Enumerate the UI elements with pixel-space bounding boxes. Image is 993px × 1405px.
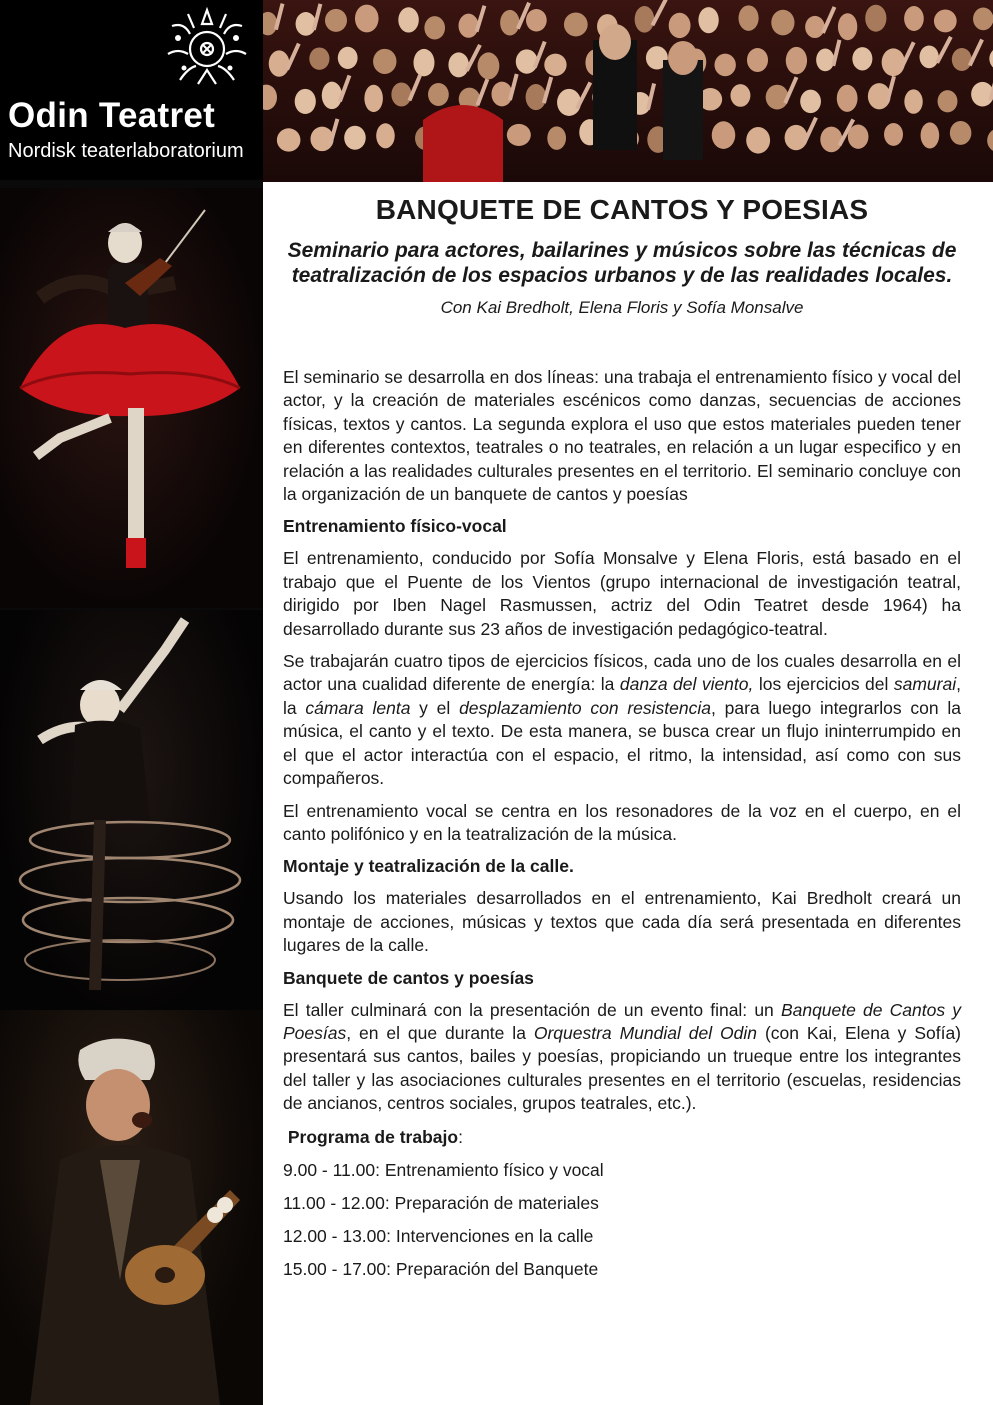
- left-photo-column: [0, 0, 263, 1405]
- program-colon: :: [458, 1126, 463, 1147]
- audience-photo-banner: [263, 0, 993, 182]
- heading-montaje: Montaje y teatralización de la calle.: [283, 856, 574, 877]
- crowd-raised-hand: [340, 75, 350, 101]
- crowd-figure: [564, 12, 588, 36]
- crowd-raised-hand: [535, 42, 545, 68]
- crowd-figure: [269, 50, 290, 76]
- text-span: los ejercicios del: [753, 674, 894, 695]
- text-span: Se trabajarán cuatro tipos de ejercicios físicos, cada uno de los cuales desarrolla en el actor una cualidad diferente de energía: la: [283, 651, 961, 695]
- crowd-figure: [296, 12, 316, 36]
- text-span: y el: [410, 697, 460, 718]
- crowd-figure: [865, 5, 886, 32]
- crowd-figure: [971, 82, 993, 107]
- italic-term: cámara lenta: [305, 697, 411, 718]
- italic-term: danza del viento,: [619, 674, 754, 695]
- program-item: 12.00 - 13.00: Intervenciones en la calle: [283, 1225, 594, 1246]
- italic-term: Orquestra Mundial del Odin: [533, 1022, 758, 1043]
- crowd-figure: [904, 6, 924, 31]
- program-item: 9.00 - 11.00: Entrenamiento físico y vocal: [283, 1159, 604, 1180]
- crowd-figure: [800, 90, 821, 114]
- photo-guitar-player: [0, 1010, 263, 1405]
- crowd-figure: [786, 47, 807, 74]
- program-item: 11.00 - 12.00: Preparación de materiales: [283, 1192, 599, 1213]
- crowd-figure: [771, 10, 794, 36]
- text-span: , para luego integrarlos con la música, el canto y el texto. De esta manera, se busca crear un flujo ininterrumpido en el que el actor interactúa con el espacio, el ritmo, la intensidad, así como con sus compañeros.: [283, 697, 961, 789]
- crowd-figure: [448, 52, 468, 77]
- italic-term: Banquete de Cantos y Poesías: [283, 999, 961, 1043]
- crowd-figure: [805, 16, 825, 38]
- crowd-raised-hand: [823, 7, 835, 33]
- crowd-figure: [391, 82, 411, 106]
- logo-title: Odin Teatret: [8, 96, 216, 135]
- crowd-figure: [730, 84, 750, 107]
- crowd-figure: [526, 84, 547, 110]
- crowd-raised-hand: [785, 77, 796, 103]
- crowd-figure: [424, 16, 445, 39]
- paragraph-entrenamiento: El entrenamiento, conducido por Sofía Monsalve y Elena Floris, está basado en el trabajo que el Puente de los Vientos (grupo internacional de investigación teatral, dirigido por Iben Nagel Rasmussen, actriz del Odin Teatret desde 1964) ha desarrollado durante sus 23 años de investigación pedagógico-teatral.: [283, 548, 961, 639]
- crowd-raised-hand: [648, 83, 654, 109]
- crowd-figure: [934, 10, 957, 33]
- italic-term: samurai: [893, 674, 957, 695]
- crowd-figure: [364, 85, 383, 112]
- italic-term: desplazamiento con resistencia: [459, 697, 711, 718]
- odin-emblem-icon: [158, 4, 256, 90]
- crowd-figure: [557, 89, 581, 116]
- crowd-figure: [882, 48, 905, 76]
- crowd-raised-hand: [314, 4, 321, 30]
- crowd-figure: [884, 123, 903, 146]
- crowd-figure: [852, 47, 872, 70]
- crowd-figure: [973, 8, 993, 31]
- paragraph-vocal: El entrenamiento vocal se centra en los resonadores de la voz en el cuerpo, en el canto polifónico y en la teatralización de la música.: [283, 800, 961, 844]
- crowd-raised-hand: [804, 118, 816, 144]
- crowd-raised-hand: [833, 40, 839, 66]
- crowd-figure: [507, 124, 531, 146]
- crowd-figure: [458, 14, 478, 38]
- crowd-figure: [322, 82, 342, 110]
- crowd-figure: [738, 5, 758, 31]
- crowd-figure: [837, 85, 858, 112]
- crowd-figure: [950, 121, 972, 145]
- crowd-figure: [376, 123, 395, 148]
- crowd-figure: [277, 128, 301, 151]
- crowd-figure: [373, 49, 396, 74]
- paragraph-banquete: [283, 999, 961, 1116]
- crowd-figure: [919, 45, 938, 68]
- text-span: (con Kai, Elena y Sofía) presentará sus cantos, bailes y poesías, propiciando un trueque entre los integrantes del taller y las asociaciones culturales presentes en el territorio (escuelas, residencias de ancianos, centros sociales, grupos teatrales, etc.).: [283, 1022, 962, 1114]
- text-span: , en el que durante la: [346, 1022, 534, 1043]
- crowd-figure: [820, 127, 842, 153]
- crowd-raised-hand: [409, 75, 420, 101]
- text-span: El taller culminará con la presentación de un evento final: un: [283, 999, 781, 1020]
- crowd-figure: [848, 125, 869, 149]
- crowd-figure: [904, 89, 922, 113]
- crowd-figure: [766, 85, 789, 110]
- crowd-figure: [989, 47, 993, 70]
- crowd-figure: [746, 127, 770, 154]
- photo-hoop-skirt-dancer: [0, 610, 263, 1010]
- crowd-raised-hand: [544, 77, 551, 103]
- crowd-figure: [747, 48, 768, 72]
- main-content: [283, 190, 961, 1281]
- odin-logo: [0, 0, 263, 180]
- crowd-figure: [952, 48, 972, 71]
- crowd-figure: [547, 126, 566, 150]
- program-heading-label: Programa de trabajo: [287, 1126, 459, 1147]
- credits: Con Kai Bredholt, Elena Floris y Sofía Monsalve: [440, 298, 804, 317]
- crowd-raised-hand: [937, 37, 951, 63]
- text-span: , la: [283, 674, 961, 718]
- crowd-raised-hand: [510, 74, 517, 100]
- crowd-figure: [544, 54, 566, 76]
- crowd-figure: [714, 54, 735, 77]
- crowd-figure: [295, 89, 316, 114]
- crowd-figure: [398, 7, 419, 32]
- paragraph-ejercicios: [283, 650, 961, 790]
- crowd-figure: [263, 85, 277, 110]
- crowd-raised-hand: [970, 40, 982, 66]
- crowd-figure: [938, 90, 958, 112]
- program-heading: [283, 1126, 961, 1149]
- crowd-figure: [500, 10, 519, 36]
- crowd-figure: [478, 52, 500, 79]
- crowd-figure: [428, 83, 449, 106]
- crowd-figure: [325, 9, 347, 32]
- page-title: BANQUETE DE CANTOS Y POESIAS: [375, 194, 869, 225]
- intro-paragraph: El seminario se desarrolla en dos líneas: una trabaja el entrenamiento físico y vocal del actor, y la creación de materiales escénicos como danzas, secuencias de acciones físicas, textos y cantos. La segunda explora el uso que estos materiales pueden tener en diferentes contextos, teatrales o no teatrales, en relación a un lugar especifico y en relación a las realidades culturales presentes en el territorio. El seminario concluye con la organización de un banquete de cantos y poesías: [283, 367, 961, 505]
- crowd-raised-hand: [276, 4, 283, 30]
- heading-entrenamiento: Entrenamiento físico-vocal: [283, 516, 507, 537]
- photo-violinist-dancer: [0, 188, 263, 608]
- crowd-figure: [344, 126, 366, 150]
- crowd-figure: [635, 6, 655, 33]
- crowd-raised-hand: [287, 44, 299, 70]
- crowd-figure: [816, 49, 834, 72]
- crowd-figure: [516, 49, 538, 73]
- crowd-figure: [526, 9, 547, 32]
- crowd-raised-hand: [652, 0, 665, 25]
- crowd-figure: [413, 49, 434, 76]
- crowd-figure: [838, 13, 857, 40]
- crowd-figure: [355, 5, 379, 33]
- crowd-figure: [987, 128, 993, 152]
- crowd-figure: [491, 82, 512, 107]
- program-item: 15.00 - 17.00: Preparación del Banquete: [283, 1258, 599, 1279]
- logo-subtitle: Nordisk teaterlaboratorium: [8, 140, 244, 162]
- crowd-figure: [712, 121, 736, 149]
- crowd-figure: [263, 12, 277, 35]
- crowd-figure: [921, 122, 940, 148]
- crowd-figure: [785, 125, 808, 150]
- crowd-raised-hand: [477, 79, 487, 105]
- crowd-figure: [698, 7, 718, 33]
- subtitle: Seminario para actores, bailarines y músicos sobre las técnicas de teatralización de los espacios urbanos y de las realidades locales.: [287, 239, 957, 287]
- crowd-raised-hand: [477, 6, 485, 32]
- heading-banquete: Banquete de cantos y poesías: [283, 967, 534, 988]
- crowd-figure: [669, 13, 691, 38]
- crowd-figure: [309, 47, 329, 69]
- crowd-figure: [338, 47, 358, 69]
- paragraph-montaje: Usando los materiales desarrollados en el entrenamiento, Kai Bredholt creará un montaje de acciones, músicas y textos que cada día será presentada en diferentes lugares de la calle.: [283, 888, 961, 956]
